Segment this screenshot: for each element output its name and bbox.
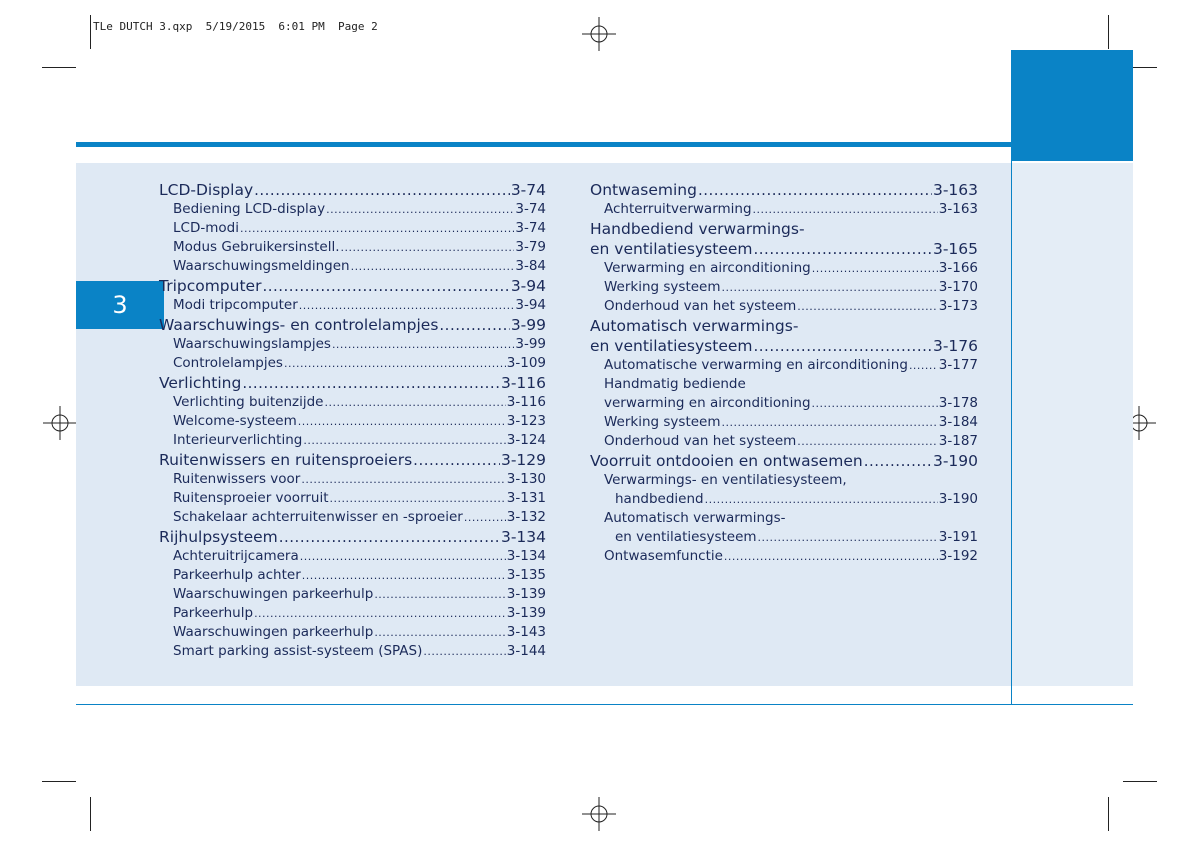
- toc-leader-dots: [864, 451, 932, 471]
- toc-page-number: 3-84: [515, 258, 546, 274]
- toc-entry-title: en ventilatiesysteem: [615, 529, 757, 545]
- toc-page-number: 3-109: [506, 355, 546, 371]
- toc-entry-title: en ventilatiesysteem: [590, 337, 753, 355]
- toc-page-number: 3-170: [938, 279, 978, 295]
- toc-entry-title: Smart parking assist-systeem (SPAS): [173, 643, 423, 659]
- toc-entry-title: LCD-Display: [159, 181, 254, 199]
- registration-mark-icon: [43, 406, 77, 440]
- toc-subsection-entry[interactable]: [159, 238, 546, 257]
- toc-subsection-entry[interactable]: [590, 547, 978, 566]
- toc-leader-dots: [753, 200, 938, 219]
- toc-entry-title: verwarming en airconditioning: [604, 395, 811, 411]
- chapter-tab: [76, 281, 164, 329]
- toc-section-entry[interactable]: [590, 180, 978, 200]
- toc-entry-title: Ruitenwissers voor: [173, 471, 301, 487]
- toc-subsection-entry[interactable]: [159, 489, 546, 508]
- toc-leader-dots: [797, 432, 937, 451]
- toc-leader-dots: [262, 276, 509, 296]
- toc-subsection-entry[interactable]: [159, 219, 546, 238]
- toc-leader-dots: [301, 470, 505, 489]
- toc-section-entry[interactable]: [590, 451, 978, 471]
- toc-page-number: 3-134: [506, 548, 546, 564]
- toc-section-entry[interactable]: [159, 450, 546, 470]
- toc-leader-dots: [300, 547, 506, 566]
- toc-subsection-entry[interactable]: [590, 356, 978, 375]
- toc-page-number: 3-132: [506, 509, 546, 525]
- toc-page-number: 3-163: [938, 201, 978, 217]
- toc-page-number: 3-124: [506, 432, 546, 448]
- crop-mark: [42, 67, 76, 68]
- toc-subsection-entry[interactable]: [159, 508, 546, 527]
- toc-leader-dots: [812, 259, 938, 278]
- toc-subsection-entry[interactable]: [159, 470, 546, 489]
- toc-leader-dots: [341, 238, 515, 257]
- toc-leader-dots: [374, 585, 505, 604]
- toc-leader-dots: [332, 335, 514, 354]
- toc-entry-title: Waarschuwingslampjes: [173, 336, 331, 352]
- toc-page-number: 3-177: [938, 357, 978, 373]
- toc-subsection-entry[interactable]: [159, 642, 546, 661]
- crop-mark: [42, 781, 76, 782]
- toc-entry-title: Interieurverlichting: [173, 432, 303, 448]
- toc-page-number: 3-99: [515, 336, 546, 352]
- chapter-number: 3: [112, 291, 128, 319]
- toc-subsection-entry[interactable]: [159, 393, 546, 412]
- toc-subsection-entry[interactable]: [159, 296, 546, 315]
- toc-leader-dots: [303, 431, 505, 450]
- toc-entry-title: Werking systeem: [604, 279, 721, 295]
- toc-page-number: 3-166: [938, 260, 978, 276]
- registration-mark-icon: [582, 17, 616, 51]
- toc-page-number: 3-134: [500, 528, 546, 546]
- footer-rule: [76, 704, 1133, 705]
- header-rule: [76, 142, 1012, 147]
- toc-subsection-entry[interactable]: [159, 585, 546, 604]
- toc-subsection-entry[interactable]: [159, 566, 546, 585]
- toc-leader-dots: [797, 297, 937, 316]
- toc-entry-title: Onderhoud van het systeem: [604, 298, 797, 314]
- side-panel: [1012, 163, 1133, 686]
- toc-subsection-entry[interactable]: [590, 490, 978, 509]
- toc-section-entry[interactable]: [590, 336, 978, 356]
- toc-subsection-entry[interactable]: [590, 278, 978, 297]
- toc-page-number: 3-123: [506, 413, 546, 429]
- toc-entry-title: Welcome-systeem: [173, 413, 297, 429]
- toc-page-number: 3-74: [510, 181, 546, 199]
- toc-leader-dots: [423, 642, 505, 661]
- toc-entry-title: handbediend: [615, 491, 704, 507]
- toc-page-number: 3-190: [938, 491, 978, 507]
- toc-leader-dots: [240, 219, 514, 238]
- toc-heading-line: Verwarmings- en ventilatiesysteem,: [604, 472, 847, 488]
- toc-entry-title: Modus Gebruikersinstell.: [173, 239, 340, 255]
- crop-mark: [1108, 797, 1109, 831]
- toc-subsection-entry[interactable]: [590, 297, 978, 316]
- toc-subsection-entry[interactable]: [590, 259, 978, 278]
- toc-entry-title: Controlelampjes: [173, 355, 283, 371]
- toc-subsection-entry[interactable]: [159, 623, 546, 642]
- toc-section-entry[interactable]: [159, 180, 546, 200]
- toc-leader-dots: [909, 356, 938, 375]
- toc-entry-title: Ruitenwissers en ruitensproeiers: [159, 451, 413, 469]
- toc-page-number: 3-74: [515, 220, 546, 236]
- toc-column-right: [590, 180, 978, 566]
- toc-section-entry[interactable]: [159, 373, 546, 393]
- crop-mark: [90, 797, 91, 831]
- toc-leader-dots: [302, 566, 506, 585]
- toc-entry-title: Tripcomputer: [159, 277, 262, 295]
- toc-page-number: 3-163: [932, 181, 978, 199]
- toc-subsection-entry[interactable]: [159, 547, 546, 566]
- toc-section-entry[interactable]: [590, 239, 978, 259]
- toc-entry-title: Schakelaar achterruitenwisser en -sproeier: [173, 509, 463, 525]
- toc-entry-title: Waarschuwings- en controlelampjes: [159, 316, 439, 334]
- toc-leader-dots: [298, 412, 506, 431]
- crop-mark: [1123, 781, 1157, 782]
- toc-leader-dots: [812, 394, 938, 413]
- toc-leader-dots: [439, 315, 509, 335]
- toc-page-number: 3-129: [500, 451, 546, 469]
- toc-page-number: 3-79: [515, 239, 546, 255]
- toc-entry-title: Achteruitrijcamera: [173, 548, 299, 564]
- toc-leader-dots: [754, 336, 932, 356]
- toc-entry-title: Verwarming en airconditioning: [604, 260, 811, 276]
- toc-page-number: 3-192: [938, 548, 978, 564]
- toc-column-left: [159, 180, 546, 661]
- toc-subsection-entry[interactable]: [590, 528, 978, 547]
- toc-leader-dots: [413, 450, 500, 470]
- toc-page-number: 3-190: [932, 452, 978, 470]
- toc-heading-line: Automatisch verwarmings-: [590, 317, 799, 335]
- crop-mark: [90, 15, 91, 49]
- toc-leader-dots: [698, 180, 932, 200]
- toc-entry-title: Parkeerhulp achter: [173, 567, 301, 583]
- toc-section-entry[interactable]: [159, 315, 546, 335]
- toc-entry-title: Onderhoud van het systeem: [604, 433, 797, 449]
- toc-subsection-entry[interactable]: [590, 432, 978, 451]
- toc-entry-title: Parkeerhulp: [173, 605, 254, 621]
- toc-subsection-entry[interactable]: [159, 354, 546, 373]
- toc-leader-dots: [705, 490, 938, 509]
- toc-leader-dots: [254, 604, 506, 623]
- toc-subsection-entry[interactable]: [159, 604, 546, 623]
- toc-page-number: 3-176: [932, 337, 978, 355]
- toc-subsection-entry[interactable]: [590, 413, 978, 432]
- toc-entry-title: Rijhulpsysteem: [159, 528, 278, 546]
- toc-leader-dots: [464, 508, 506, 527]
- toc-page-number: 3-131: [506, 490, 546, 506]
- print-slug: TLe DUTCH 3.qxp 5/19/2015 6:01 PM Page 2: [93, 20, 378, 33]
- toc-page-number: 3-187: [938, 433, 978, 449]
- toc-leader-dots: [724, 547, 938, 566]
- toc-leader-dots: [374, 623, 505, 642]
- chapter-color-block: [1011, 50, 1133, 161]
- toc-leader-dots: [254, 180, 510, 200]
- toc-entry-title: Waarschuwingsmeldingen: [173, 258, 350, 274]
- toc-page-number: 3-116: [506, 394, 546, 410]
- toc-entry-title: en ventilatiesysteem: [590, 240, 753, 258]
- toc-page-number: 3-184: [938, 414, 978, 430]
- toc-page-number: 3-116: [500, 374, 546, 392]
- toc-entry-title: Werking systeem: [604, 414, 721, 430]
- toc-subsection-entry[interactable]: [159, 200, 546, 219]
- toc-leader-dots: [330, 489, 506, 508]
- toc-entry-title: Achterruitverwarming: [604, 201, 752, 217]
- toc-page-number: 3-173: [938, 298, 978, 314]
- toc-leader-dots: [722, 413, 938, 432]
- toc-page-number: 3-143: [506, 624, 546, 640]
- toc-entry-title: LCD-modi: [173, 220, 239, 236]
- registration-mark-icon: [582, 797, 616, 831]
- toc-subsection-entry[interactable]: [590, 394, 978, 413]
- toc-page-number: 3-191: [938, 529, 978, 545]
- toc-entry-title: Verlichting: [159, 374, 242, 392]
- toc-leader-dots: [284, 354, 506, 373]
- toc-page-number: 3-94: [510, 277, 546, 295]
- toc-entry-title: Verlichting buitenzijde: [173, 394, 324, 410]
- toc-subsection-entry[interactable]: [159, 412, 546, 431]
- toc-leader-dots: [722, 278, 938, 297]
- toc-entry-title: Voorruit ontdooien en ontwasemen: [590, 452, 863, 470]
- side-panel-rule: [1011, 161, 1012, 704]
- toc-subsection-entry[interactable]: [159, 431, 546, 450]
- toc-entry-title: Automatische verwarming en airconditioning: [604, 357, 908, 373]
- toc-page-number: 3-139: [506, 586, 546, 602]
- toc-leader-dots: [754, 239, 932, 259]
- toc-entry-title: Ontwasemfunctie: [604, 548, 723, 564]
- crop-mark: [1108, 15, 1109, 49]
- toc-entry-title: Bediening LCD-display: [173, 201, 326, 217]
- toc-leader-dots: [299, 296, 515, 315]
- toc-page-number: 3-178: [938, 395, 978, 411]
- toc-leader-dots: [242, 373, 500, 393]
- toc-leader-dots: [324, 393, 505, 412]
- toc-entry-title: Ontwaseming: [590, 181, 697, 199]
- toc-section-entry[interactable]: [159, 527, 546, 547]
- toc-entry-title: Modi tripcomputer: [173, 297, 298, 313]
- toc-entry-title: Waarschuwingen parkeerhulp: [173, 586, 374, 602]
- toc-leader-dots: [758, 528, 938, 547]
- toc-subsection-entry[interactable]: [159, 335, 546, 354]
- toc-page-number: 3-135: [506, 567, 546, 583]
- toc-entry-title: Ruitensproeier voorruit: [173, 490, 329, 506]
- toc-heading-line: Automatisch verwarmings-: [604, 510, 786, 526]
- toc-page-number: 3-165: [932, 240, 978, 258]
- toc-page-number: 3-144: [506, 643, 546, 659]
- toc-page-number: 3-130: [506, 471, 546, 487]
- toc-page-number: 3-94: [515, 297, 546, 313]
- toc-heading-line: Handbediend verwarmings-: [590, 220, 805, 238]
- toc-subsection-entry[interactable]: [590, 200, 978, 219]
- toc-page-number: 3-139: [506, 605, 546, 621]
- toc-section-entry[interactable]: [159, 276, 546, 296]
- toc-subsection-entry[interactable]: [159, 257, 546, 276]
- toc-leader-dots: [351, 257, 515, 276]
- toc-page-number: 3-74: [515, 201, 546, 217]
- toc-heading-line: Handmatig bediende: [604, 376, 746, 392]
- toc-leader-dots: [279, 527, 500, 547]
- toc-entry-title: Waarschuwingen parkeerhulp: [173, 624, 374, 640]
- toc-page-number: 3-99: [510, 316, 546, 334]
- toc-leader-dots: [326, 200, 514, 219]
